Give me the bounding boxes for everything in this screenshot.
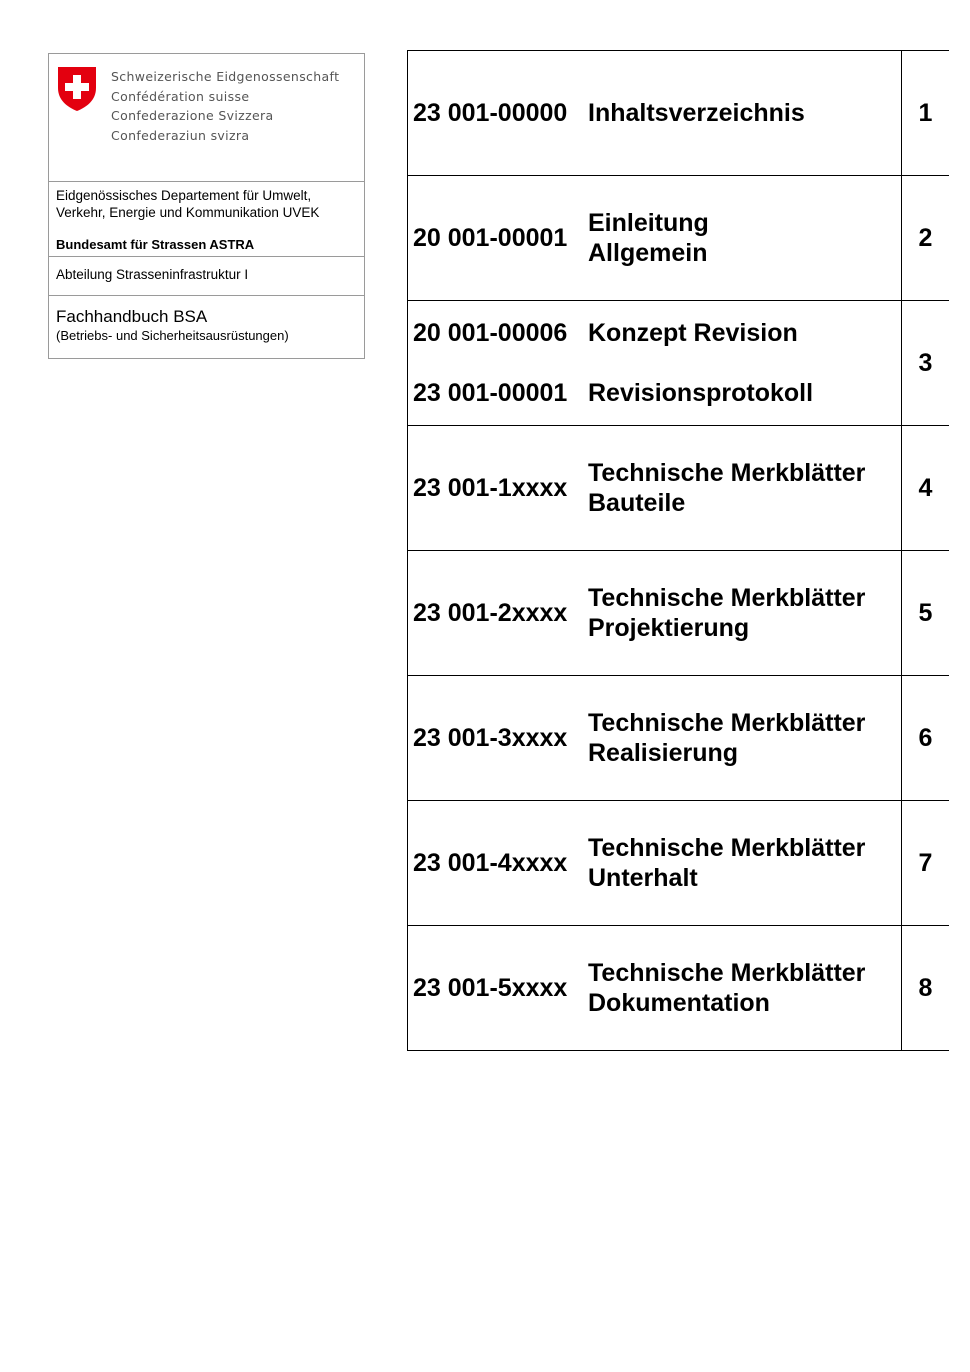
table-row bbox=[408, 176, 949, 301]
row-title-line: Bauteile bbox=[588, 489, 686, 517]
row-code: 23 001-3xxxx bbox=[413, 723, 568, 752]
row-number: 3 bbox=[918, 348, 933, 377]
table-row bbox=[408, 426, 949, 551]
row-title-line: Realisierung bbox=[588, 739, 739, 767]
row-title-line: Projektierung bbox=[588, 614, 750, 642]
confederation-name-rm: Confederaziun svizra bbox=[111, 128, 250, 144]
organization-header bbox=[48, 53, 365, 359]
handbook-subtitle: (Betriebs- und Sicherheitsausrüstungen) bbox=[56, 328, 289, 343]
row-title bbox=[588, 676, 893, 800]
table-row bbox=[408, 301, 949, 426]
department-block bbox=[49, 182, 364, 257]
row-code: 23 001-00001 bbox=[413, 379, 568, 407]
table-row bbox=[408, 51, 949, 176]
row-title-line: Dokumentation bbox=[588, 989, 770, 1017]
row-title-line: Technische Merkblätter bbox=[588, 959, 866, 987]
row-number: 1 bbox=[918, 98, 933, 127]
row-title-line: Technische Merkblätter bbox=[588, 834, 866, 862]
logo-area bbox=[49, 54, 364, 182]
row-title bbox=[588, 51, 893, 175]
row-title-line: Inhaltsverzeichnis bbox=[588, 99, 805, 127]
row-number: 6 bbox=[918, 723, 933, 752]
row-title bbox=[588, 926, 893, 1050]
row-number: 7 bbox=[918, 848, 933, 877]
row-title: Konzept Revision bbox=[588, 319, 798, 347]
row-title bbox=[588, 801, 893, 925]
row-code: 20 001-00006 bbox=[413, 319, 568, 347]
row-number: 4 bbox=[918, 473, 933, 502]
row-title-line: Technische Merkblätter bbox=[588, 584, 866, 612]
table-row bbox=[408, 801, 949, 926]
row-title: Revisionsprotokoll bbox=[588, 379, 814, 407]
confederation-name-fr: Confédération suisse bbox=[111, 88, 250, 104]
table-row bbox=[408, 926, 949, 1051]
department-line-1: Eidgenössisches Departement für Umwelt, bbox=[56, 188, 312, 203]
department-line-2: Verkehr, Energie und Kommunikation UVEK bbox=[56, 205, 320, 220]
confederation-name-de: Schweizerische Eidgenossenschaft bbox=[111, 69, 340, 84]
row-code: 23 001-5xxxx bbox=[413, 973, 568, 1002]
row-code: 23 001-2xxxx bbox=[413, 598, 568, 627]
row-title-line: Unterhalt bbox=[588, 864, 698, 892]
row-number: 2 bbox=[918, 223, 933, 252]
table-row bbox=[408, 676, 949, 801]
row-code: 23 001-00000 bbox=[413, 98, 568, 127]
row-number: 8 bbox=[918, 973, 933, 1002]
index-table bbox=[407, 50, 949, 1051]
row-code: 23 001-1xxxx bbox=[413, 473, 568, 502]
confederation-name-it: Confederazione Svizzera bbox=[111, 108, 274, 124]
row-title-line: Einleitung bbox=[588, 209, 709, 237]
row-title bbox=[588, 551, 893, 675]
row-title-line: Technische Merkblätter bbox=[588, 459, 866, 487]
handbook-title: Fachhandbuch BSA bbox=[56, 307, 208, 326]
table-row bbox=[408, 551, 949, 676]
row-code: 23 001-4xxxx bbox=[413, 848, 568, 877]
handbook-block bbox=[49, 296, 364, 358]
row-code: 20 001-00001 bbox=[413, 223, 568, 252]
division-block bbox=[49, 257, 364, 296]
confederation-names bbox=[111, 67, 339, 146]
row-title bbox=[588, 176, 893, 300]
row-number: 5 bbox=[918, 598, 933, 627]
swiss-coat-of-arms-icon bbox=[57, 66, 97, 112]
row-title-line: Allgemein bbox=[588, 239, 708, 267]
office-name: Bundesamt für Strassen ASTRA bbox=[56, 237, 255, 252]
row-title bbox=[588, 426, 893, 550]
division-name: Abteilung Strasseninfrastruktur I bbox=[56, 267, 249, 282]
row-title-line: Technische Merkblätter bbox=[588, 709, 866, 737]
